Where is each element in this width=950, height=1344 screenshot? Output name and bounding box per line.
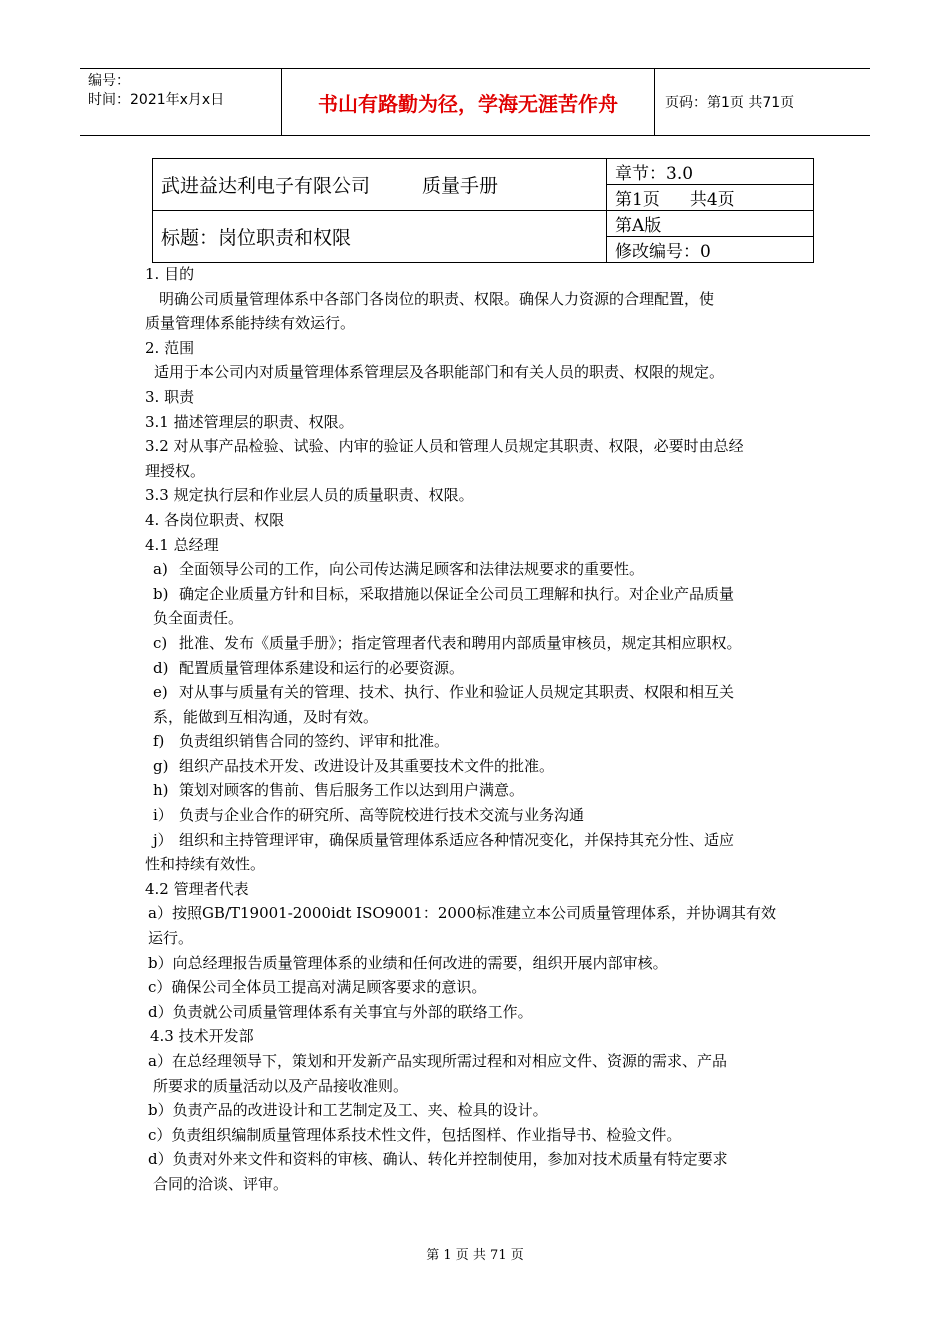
page-of: 第1页	[615, 190, 660, 210]
motto: 书山有路勤为径，学海无涯苦作舟	[281, 69, 655, 135]
list-item	[145, 803, 813, 828]
list-item: a）在总经理领导下，策划和开发新产品实现所需过程和对相应文件、资源的需求、产品	[148, 1052, 727, 1070]
item-label: f)	[153, 732, 165, 751]
section-4-2-heading: 4.2 管理者代表	[145, 879, 249, 898]
section-2-heading: 2. 范围	[145, 338, 195, 357]
list-item	[145, 557, 813, 582]
page-header-banner	[80, 68, 870, 136]
list-item: a）按照GB/T19001-2000idt ISO9001：2000标准建立本公司质量管理体系，并协调其有效	[148, 904, 777, 923]
page-footer: 第 1 页 共 71 页	[426, 1248, 524, 1263]
list-item	[145, 754, 813, 779]
list-item	[145, 680, 813, 705]
list-item	[145, 656, 813, 681]
item-text-cont: 系，能做到互相沟通，及时有效。	[153, 707, 379, 726]
item-text: 策划对顾客的售前、售后服务工作以达到用户满意。	[179, 781, 525, 800]
item-text: 确定企业质量方针和目标，采取措施以保证全公司员工理解和执行。对企业产品质量	[179, 584, 735, 603]
header-meta	[80, 69, 281, 135]
item-text-cont: 负全面责任。	[153, 609, 244, 628]
section-4-1-heading: 4.1 总经理	[145, 535, 219, 554]
td-duties-list	[145, 1049, 813, 1197]
list-item	[145, 631, 813, 656]
date-line: 时间：2021年x月x日	[88, 92, 225, 108]
code-label: 编号：	[88, 73, 130, 89]
section-1-text-cont: 质量管理体系能持续有效运行。	[145, 314, 356, 333]
item-text: 组织和主持管理评审，确保质量管理体系适应各种情况变化，并保持其充分性、适应	[179, 830, 735, 849]
mr-duties-list	[145, 901, 813, 1024]
chapter-cell: 章节：3.0	[607, 159, 814, 185]
item-text: 组织产品技术开发、改进设计及其重要技术文件的批准。	[179, 756, 555, 775]
list-item: d）负责就公司质量管理体系有关事宜与外部的联络工作。	[148, 1002, 533, 1021]
list-item	[145, 729, 813, 754]
edition-cell: 第A版	[607, 211, 814, 237]
item-text-cont: 所要求的质量活动以及产品接收准则。	[153, 1076, 409, 1095]
item-text-cont: 合同的洽谈、评审。	[153, 1174, 289, 1193]
list-item: c）负责组织编制质量管理体系技术性文件，包括图样、作业指导书、检验文件。	[148, 1125, 682, 1144]
gm-duties-list	[145, 557, 813, 852]
item-text: 配置质量管理体系建设和运行的必要资源。	[179, 658, 465, 677]
item-text-cont: 性和持续有效性。	[145, 855, 266, 874]
item-text: 负责与企业合作的研究所、高等院校进行技术交流与业务沟通	[179, 806, 585, 825]
item-label: g)	[153, 756, 169, 775]
document-title-table	[152, 158, 814, 263]
item-label: b)	[153, 584, 169, 603]
list-item	[145, 778, 813, 803]
page-total: 共4页	[689, 190, 735, 210]
section-1-heading: 1. 目的	[145, 265, 195, 283]
list-item	[145, 828, 813, 853]
section-3-2-cont: 理授权。	[145, 461, 206, 480]
list-item: d）负责对外来文件和资料的审核、确认、转化并控制使用，参加对技术质量有特定要求	[148, 1150, 728, 1169]
list-item: b）向总经理报告质量管理体系的业绩和任何改进的需要，组织开展内部审核。	[148, 953, 668, 972]
section-4-3-heading: 4.3 技术开发部	[150, 1027, 254, 1046]
item-label: h)	[153, 781, 169, 800]
item-text: 负责组织销售合同的签约、评审和批准。	[179, 732, 450, 751]
section-3-2: 3.2 对从事产品检验、试验、内审的验证人员和管理人员规定其职责、权限，必要时由总经	[145, 437, 744, 456]
revision-cell: 修改编号：0	[607, 237, 814, 263]
item-label: i）	[153, 806, 173, 825]
header-page-info: 页码：第1页 共71页	[665, 95, 795, 111]
section-1-text: 明确公司质量管理体系中各部门各岗位的职责、权限。确保人力资源的合理配置，使	[159, 289, 715, 308]
item-text: 对从事与质量有关的管理、技术、执行、作业和验证人员规定其职责、权限和相互关	[179, 683, 735, 702]
item-label: c)	[153, 633, 168, 652]
item-label: j）	[153, 830, 173, 849]
section-4-heading: 4. 各岗位职责、权限	[145, 510, 285, 529]
company-manual-cell	[153, 159, 607, 211]
page-cell	[607, 185, 814, 211]
item-text-cont: 运行。	[148, 929, 194, 948]
item-label: d)	[153, 658, 169, 677]
section-3-3: 3.3 规定执行层和作业层人员的质量职责、权限。	[145, 486, 474, 505]
item-label: e)	[153, 683, 168, 702]
list-item	[145, 582, 813, 607]
section-2-text: 适用于本公司内对质量管理体系管理层及各职能部门和有关人员的职责、权限的规定。	[154, 363, 725, 382]
item-text: 批准、发布《质量手册》；指定管理者代表和聘用内部质量审核员，规定其相应职权。	[179, 633, 742, 652]
section-3-heading: 3. 职责	[145, 387, 195, 406]
list-item: c）确保公司全体员工提高对满足顾客要求的意识。	[148, 978, 487, 997]
manual-name: 质量手册	[422, 175, 499, 197]
section-3-1: 3.1 描述管理层的职责、权限。	[145, 412, 354, 431]
doc-title-cell: 标题：岗位职责和权限	[153, 211, 607, 263]
document-body	[145, 262, 813, 1197]
company-name: 武进益达利电子有限公司	[161, 175, 371, 197]
list-item: b）负责产品的改进设计和工艺制定及工、夹、检具的设计。	[148, 1101, 548, 1120]
item-text: 全面领导公司的工作，向公司传达满足顾客和法律法规要求的重要性。	[179, 560, 645, 579]
item-label: a)	[153, 560, 168, 579]
